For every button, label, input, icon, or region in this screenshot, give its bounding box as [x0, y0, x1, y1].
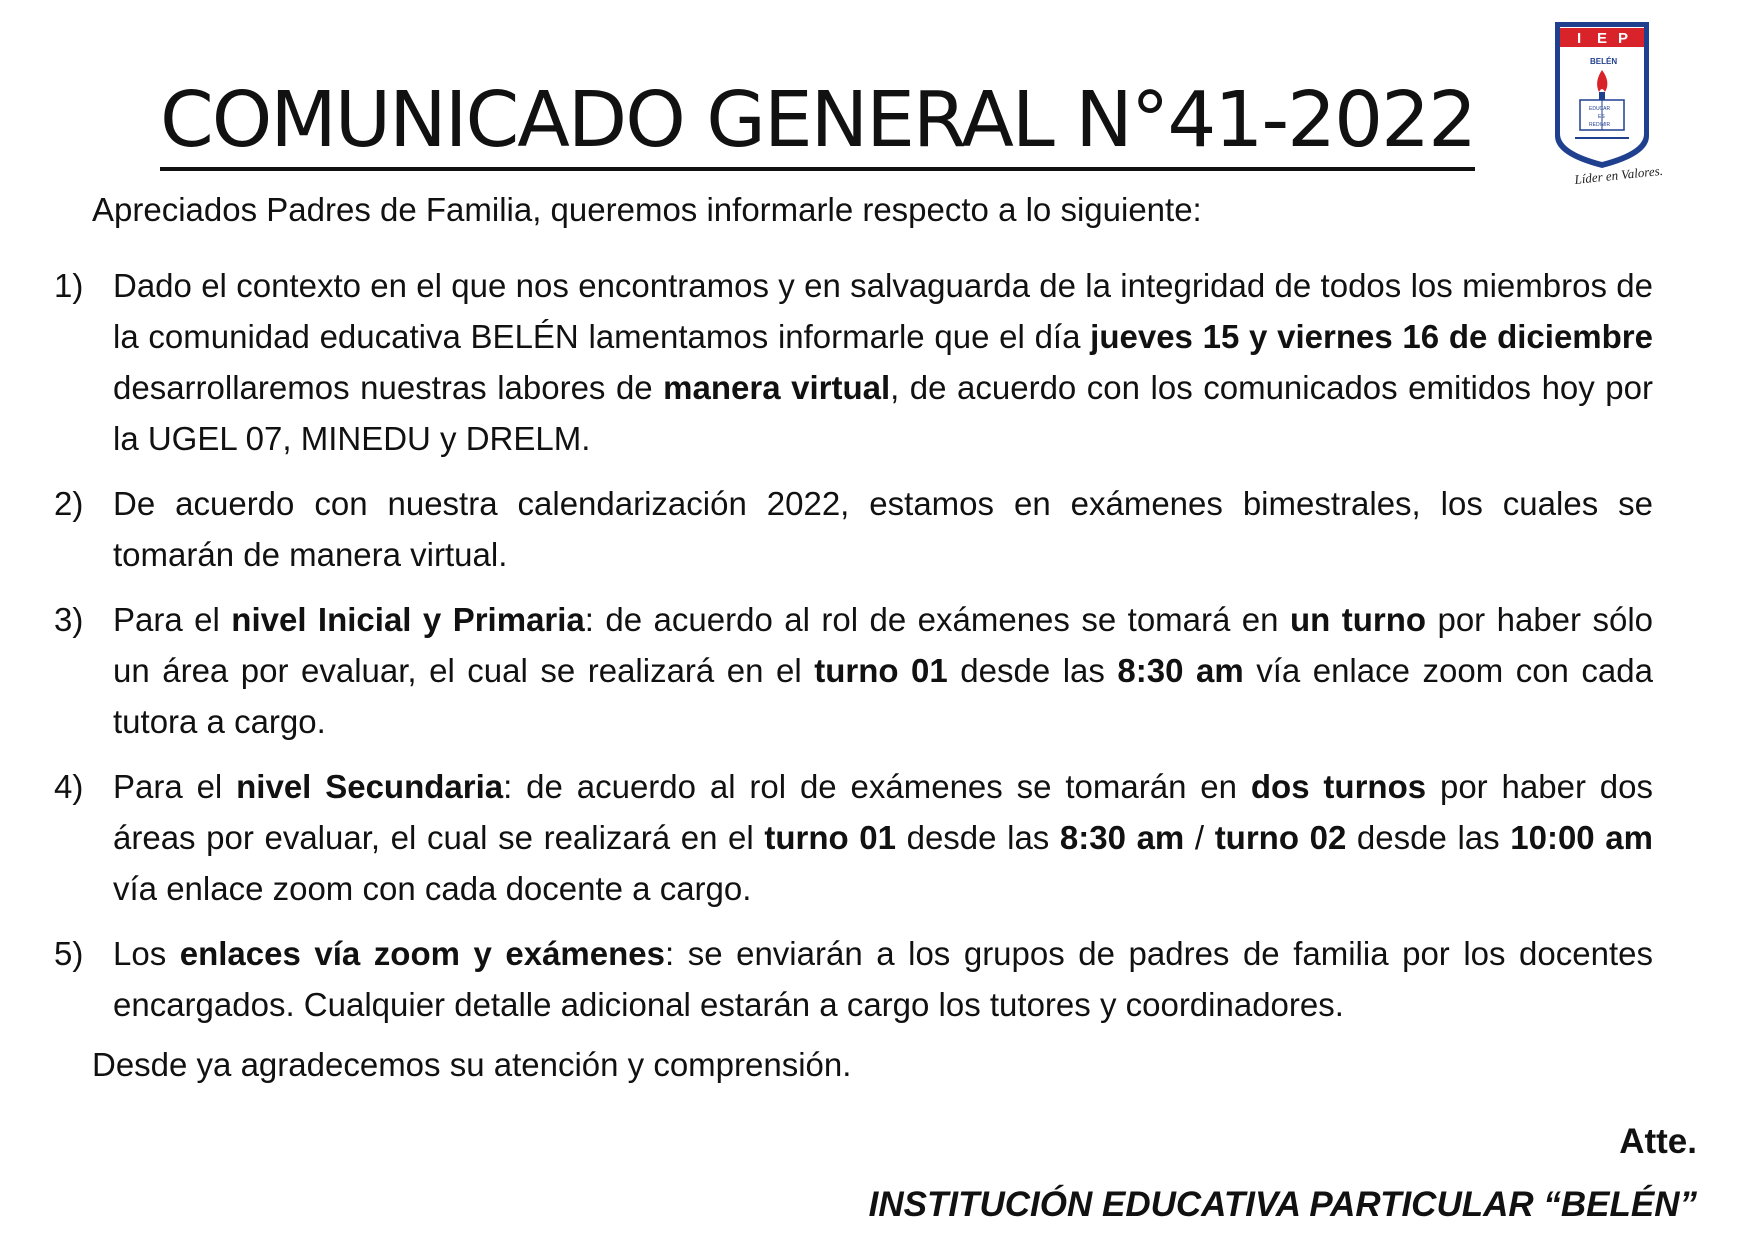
text-segment: desde las — [1346, 819, 1511, 856]
list-item-text — [113, 478, 1653, 580]
bold-text: nivel Inicial y Primaria — [231, 601, 585, 638]
announcement-list — [54, 260, 1704, 1030]
bold-text: 8:30 am — [1117, 652, 1244, 689]
text-segment: : de acuerdo al rol de exámenes se tomarán en — [503, 768, 1251, 805]
bold-text: dos turnos — [1250, 768, 1427, 805]
text-segment: desarrollaremos nuestras labores de — [113, 369, 664, 406]
text-segment: desde las — [947, 652, 1118, 689]
list-item-text — [113, 761, 1653, 914]
bold-text: un turno — [1289, 601, 1427, 638]
text-segment: Para el — [113, 768, 237, 805]
closing-text: Desde ya agradecemos su atención y comprensión. — [92, 1046, 852, 1083]
list-item-text — [113, 928, 1653, 1030]
list-item — [54, 478, 1704, 580]
bold-text: manera virtual — [663, 369, 891, 406]
list-item — [54, 928, 1704, 1030]
list-item-number: 4) — [54, 768, 84, 805]
text-segment: : se enviarán a los grupos de padres de familia por los docentes encargados. Cualquier detalle adicional estarán a cargo los tutores y coordinadores. — [113, 935, 1653, 1023]
text-segment: : de acuerdo al rol de exámenes se tomará en — [584, 601, 1290, 638]
text-segment: Los — [113, 935, 180, 972]
svg-text:EDUCAR: EDUCAR — [1589, 106, 1611, 112]
school-crest-logo — [1545, 18, 1695, 190]
list-item-number: 5) — [54, 935, 84, 972]
text-segment: desde las — [895, 819, 1060, 856]
svg-text:ES: ES — [1598, 114, 1605, 120]
bold-text: 10:00 am — [1510, 819, 1653, 856]
list-item-number: 2) — [54, 485, 84, 522]
text-segment: Dado el contexto en el que nos encontramos y en salvaguarda de la integridad de todos los miembros de la comunidad educativa BELÉN lamentamos informarle que el día — [113, 267, 1653, 355]
text-segment: vía enlace zoom con cada tutora a cargo. — [113, 652, 1653, 740]
svg-text:REDIMIR: REDIMIR — [1589, 122, 1611, 128]
list-item-number: 1) — [54, 267, 84, 304]
signoff-text: Atte. — [1619, 1122, 1697, 1161]
bold-text: jueves 15 y viernes 16 de diciembre — [1090, 318, 1653, 355]
page-title: COMUNICADO GENERAL N°41-2022 — [160, 66, 1480, 176]
bold-text: turno 01 — [764, 819, 896, 856]
text-segment: / — [1184, 819, 1215, 856]
bold-text: turno 02 — [1214, 819, 1347, 856]
svg-text:I: I — [1577, 30, 1582, 47]
bold-text: enlaces vía zoom y exámenes — [179, 935, 665, 972]
text-segment: , de acuerdo con los comunicados emitidos hoy por la UGEL 07, MINEDU y DRELM. — [113, 369, 1653, 457]
list-item-text — [113, 260, 1653, 464]
text-segment: Para el — [113, 601, 232, 638]
greeting-text: Apreciados Padres de Familia, queremos informarle respecto a lo siguiente: — [92, 191, 1202, 228]
bold-text: nivel Secundaria — [236, 768, 504, 805]
svg-text:P: P — [1618, 30, 1629, 47]
svg-text:E: E — [1597, 30, 1608, 47]
text-segment: vía enlace zoom con cada docente a cargo. — [113, 870, 752, 907]
list-item — [54, 761, 1704, 914]
list-item-number: 3) — [54, 601, 84, 638]
text-segment: De acuerdo con nuestra calendarización 2022, estamos en exámenes bimestrales, los cuales se tomarán de manera virtual. — [113, 485, 1653, 573]
text-segment: por haber dos áreas por evaluar, el cual se realizará en el — [113, 768, 1654, 856]
list-item — [54, 594, 1704, 747]
list-item — [54, 260, 1704, 464]
text-segment: por haber sólo un área por evaluar, el cual se realizará en el — [113, 601, 1653, 689]
organization-name: INSTITUCIÓN EDUCATIVA PARTICULAR “BELÉN” — [868, 1185, 1697, 1224]
bold-text: 8:30 am — [1059, 819, 1185, 856]
svg-text:Líder en Valores.: Líder en Valores. — [1573, 162, 1664, 187]
list-item-text — [113, 594, 1653, 747]
bold-text: turno 01 — [814, 652, 948, 689]
svg-text:BELÉN: BELÉN — [1590, 57, 1618, 66]
